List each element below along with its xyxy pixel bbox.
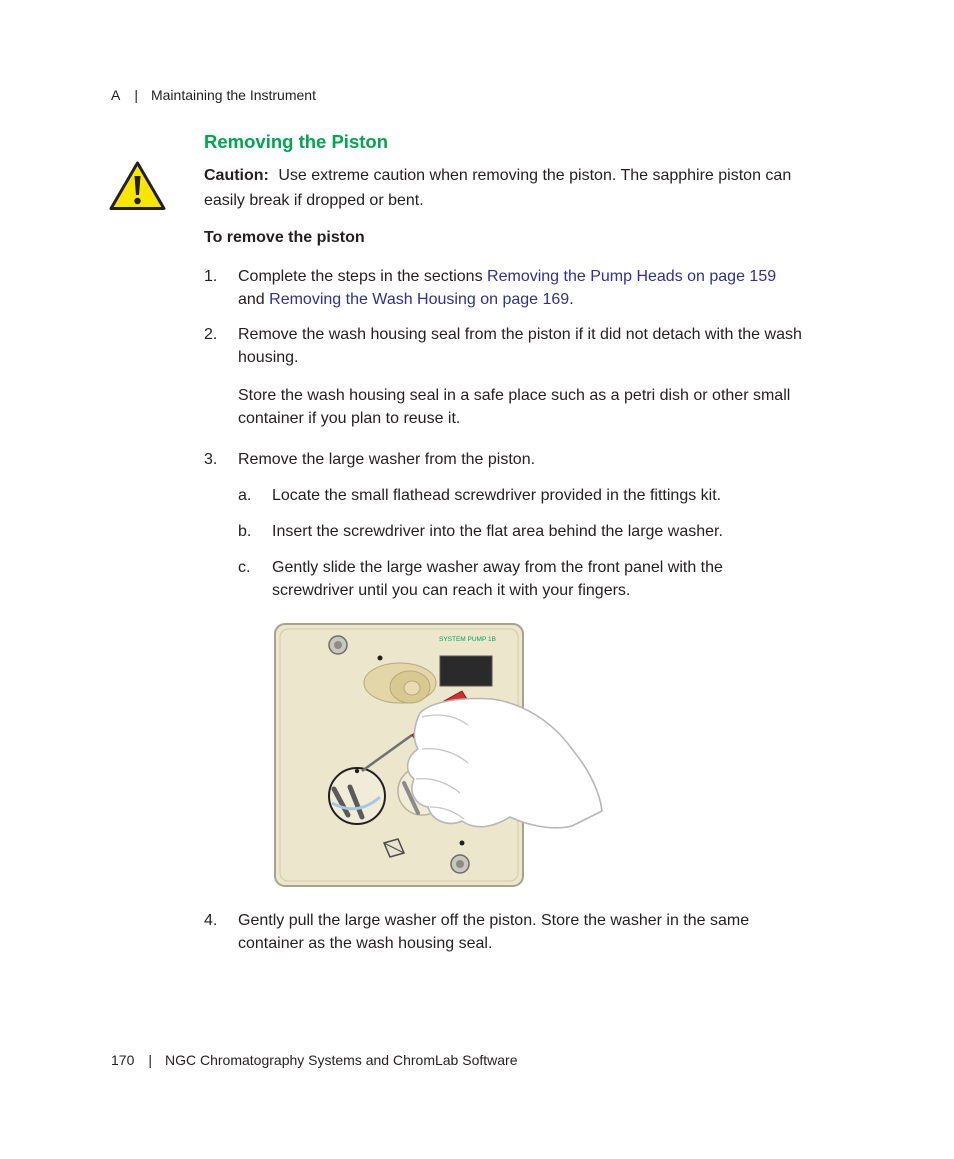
step-text: Remove the wash housing seal from the piston if it did not detach with the wash housing. [238,326,802,366]
step-number: 1. [204,268,218,285]
procedure-title: To remove the piston [204,229,365,246]
running-header [111,87,316,103]
page-footer [111,1052,517,1068]
link-removing-wash-housing[interactable]: Removing the Wash Housing on page 169 [269,291,570,308]
pump-panel-illustration [272,621,604,889]
warning-icon [109,161,166,211]
caution-note [204,163,824,213]
step-1-mid: and [238,291,270,308]
footer-separator: | [148,1052,152,1068]
link-removing-pump-heads[interactable]: Removing the Pump Heads on page 159 [487,268,777,285]
step-text: Remove the large washer from the piston. [238,451,536,468]
page-number: 170 [111,1052,135,1068]
panel-label: SYSTEM PUMP 1B [439,636,496,643]
caution-label: Caution: [204,167,269,184]
hand-illustration [408,699,602,828]
step-2-note: Store the wash housing seal in a safe place such as a petri dish or other small container if you plan to reuse it. [238,387,791,427]
chapter-title: Maintaining the Instrument [150,87,316,103]
substep-letter: a. [238,487,252,504]
section-title: Removing the Piston [204,131,388,152]
document-title: NGC Chromatography Systems and ChromLab Software [165,1052,518,1068]
valve-knob [364,663,436,703]
substep-letter: b. [238,523,252,540]
step-number: 2. [204,326,218,343]
caution-text: Use extreme caution when removing the piston. The sapphire piston can easily break if dropped or bent. [204,167,792,209]
step-text [238,265,838,311]
step-1-post: . [569,291,574,308]
step-number: 4. [204,912,218,929]
substep-letter: c. [238,559,251,576]
step-number: 3. [204,451,218,468]
display-window [440,656,492,686]
header-separator: | [134,87,138,103]
substep-text: Insert the screwdriver into the flat area behind the large washer. [272,523,723,540]
substep-text: Gently slide the large washer away from the front panel with the screwdriver until you can reach it with your fingers. [272,559,723,599]
step-text: Gently pull the large washer off the piston. Store the washer in the same container as the wash housing seal. [238,912,750,952]
piston-assembly-left [329,768,385,824]
chapter-letter: A [111,87,121,103]
substep-text: Locate the small flathead screwdriver provided in the fittings kit. [272,487,722,504]
step-1-pre: Complete the steps in the sections [238,268,488,285]
